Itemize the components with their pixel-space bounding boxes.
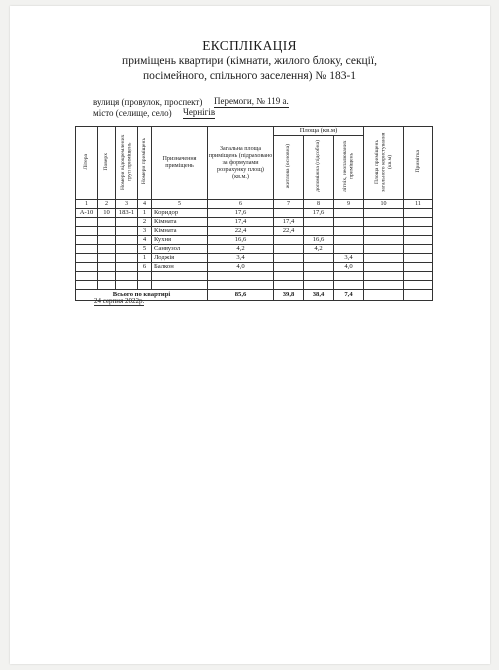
header-summer: літніх, неопалюваних приміщень [334,136,364,200]
cell-floor [98,254,116,263]
header-room-numbers: Номери приміщень [138,127,152,200]
street-value: Перемоги, № 119 а. [214,96,289,106]
header-purpose: Призначення приміщень [152,127,208,200]
cell-note [404,245,433,254]
cell-common [364,236,404,245]
cell-common [364,245,404,254]
cell-note [404,236,433,245]
cell-auxiliary [304,263,334,272]
cell-purpose: Санвузол [152,245,208,254]
cell-auxiliary: 17,6 [304,209,334,218]
cell-litera [76,245,98,254]
col-number: 9 [334,200,364,209]
cell-living: 17,4 [274,218,304,227]
col-number: 3 [116,200,138,209]
cell-summer [334,227,364,236]
cell-room-number: 3 [138,227,152,236]
table-row [76,209,433,218]
empty-row [76,272,433,281]
cell-litera [76,263,98,272]
header-group-numbers: Номери відокремлених груп приміщень [116,127,138,200]
cell-group [116,245,138,254]
cell-common [364,209,404,218]
header-auxiliary: допоміжна (підсобна) [304,136,334,200]
cell-room-number: 6 [138,263,152,272]
header-litera: Літера [76,127,98,200]
cell-floor [98,236,116,245]
cell-group: 183-1 [116,209,138,218]
total-label: Всього по квартирі [76,290,208,301]
cell-total-area: 3,4 [208,254,274,263]
cell-auxiliary [304,218,334,227]
col-number: 2 [98,200,116,209]
document-title: ЕКСПЛІКАЦІЯ [202,38,297,53]
total-common [364,290,404,301]
cell-note [404,254,433,263]
col-number: 8 [304,200,334,209]
table-row [76,227,433,236]
empty-row [76,281,433,290]
cell-living [274,263,304,272]
cell-group [116,254,138,263]
cell-summer: 4,0 [334,263,364,272]
document-subtitle-line-1: приміщень квартири (кімнати, жилого блоку, секції, [122,55,377,67]
cell-group [116,263,138,272]
header-row-1 [76,127,433,136]
cell-living: 22,4 [274,227,304,236]
cell-floor: 10 [98,209,116,218]
cell-note [404,209,433,218]
cell-common [364,254,404,263]
cell-purpose: Лоджія [152,254,208,263]
cell-summer [334,236,364,245]
cell-total-area: 17,4 [208,218,274,227]
cell-living [274,236,304,245]
cell-summer [334,209,364,218]
cell-total-area: 22,4 [208,227,274,236]
cell-litera: А-10 [76,209,98,218]
city-label: місто (селище, село) [93,108,172,118]
cell-floor [98,245,116,254]
col-number: 10 [364,200,404,209]
cell-floor [98,227,116,236]
total-area: 85,6 [208,290,274,301]
cell-litera [76,254,98,263]
cell-living [274,254,304,263]
street-label: вулиця (провулок, проспект) [93,97,203,107]
explication-table [75,126,433,301]
cell-purpose: Кімната [152,218,208,227]
cell-note [404,263,433,272]
cell-note [404,218,433,227]
cell-total-area: 17,6 [208,209,274,218]
cell-group [116,236,138,245]
city-value: Чернігів [183,107,216,117]
total-note [404,290,433,301]
document-subtitle-line-2: посімейного, спільного заселення) № 183-1 [142,70,357,82]
cell-common [364,227,404,236]
cell-summer [334,245,364,254]
table-row [76,236,433,245]
cell-auxiliary [304,254,334,263]
cell-litera [76,236,98,245]
header-common-area: Площа приміщень загального користування (кв.м) [364,127,404,200]
col-number: 5 [152,200,208,209]
cell-room-number: 4 [138,236,152,245]
table-row [76,263,433,272]
cell-litera [76,227,98,236]
cell-auxiliary [304,227,334,236]
col-number: 6 [208,200,274,209]
cell-total-area: 4,2 [208,245,274,254]
cell-auxiliary: 4,2 [304,245,334,254]
cell-purpose: Кухня [152,236,208,245]
col-number: 1 [76,200,98,209]
header-total-area: Загальна площа приміщень (підраховано за формулами розрахунку площ) (кв.м.) [208,127,274,200]
table-row [76,245,433,254]
total-living: 39,8 [274,290,304,301]
cell-room-number: 5 [138,245,152,254]
cell-litera [76,218,98,227]
cell-floor [98,218,116,227]
cell-note [404,227,433,236]
cell-room-number: 2 [138,218,152,227]
cell-group [116,227,138,236]
cell-purpose: Коридор [152,209,208,218]
cell-floor [98,263,116,272]
cell-group [116,218,138,227]
cell-total-area: 16,6 [208,236,274,245]
cell-living [274,209,304,218]
cell-room-number: 1 [138,209,152,218]
cell-total-area: 4,0 [208,263,274,272]
col-number: 11 [404,200,433,209]
cell-room-number: 1 [138,254,152,263]
cell-common [364,218,404,227]
header-living: житлова (основна) [274,136,304,200]
table-row [76,254,433,263]
table-row [76,218,433,227]
header-poverh: Поверх [98,127,116,200]
cell-auxiliary: 16,6 [304,236,334,245]
col-number: 7 [274,200,304,209]
column-number-row [76,200,433,209]
col-number: 4 [138,200,152,209]
table-body [76,209,433,272]
header-area-group: Площа (кв.м) [274,127,364,136]
cell-summer: 3,4 [334,254,364,263]
cell-summer [334,218,364,227]
header-note: Примітка [404,127,433,200]
cell-living [274,245,304,254]
document-date: 24 серпня 2022р. [94,297,145,305]
total-summer: 7,4 [334,290,364,301]
total-auxiliary: 38,4 [304,290,334,301]
cell-purpose: Балкон [152,263,208,272]
cell-purpose: Кімната [152,227,208,236]
cell-common [364,263,404,272]
